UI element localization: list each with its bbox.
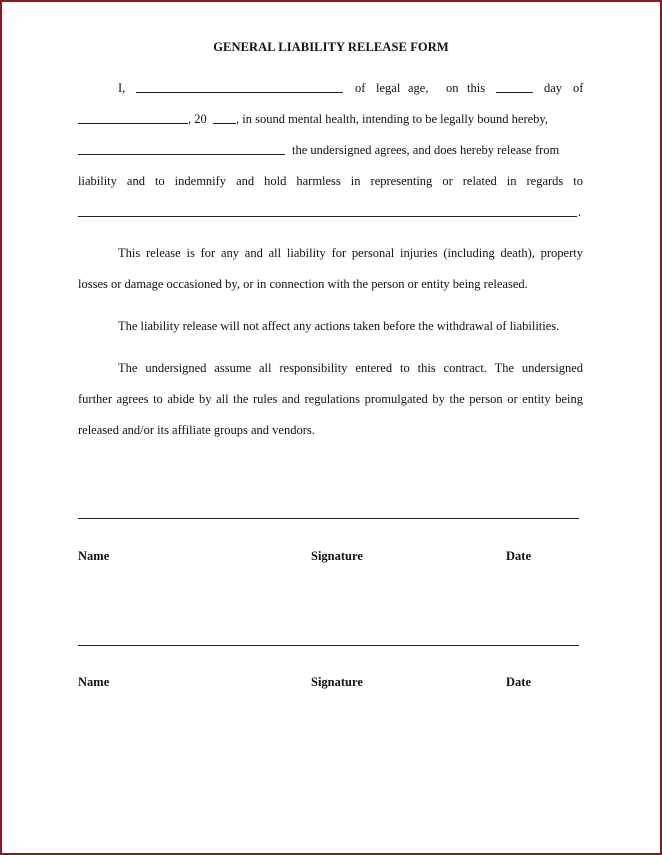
intro-on: on: [446, 81, 459, 95]
day-blank[interactable]: [496, 80, 533, 93]
signature-label-2: Signature: [311, 675, 363, 689]
intro-this: this: [467, 81, 486, 95]
intro-line-2-text: , in sound mental health, intending to be legally bound hereby,: [236, 112, 548, 126]
year-prefix: , 20: [188, 112, 207, 126]
signature-label-1: Signature: [311, 549, 363, 563]
releasee-blank[interactable]: [78, 142, 285, 155]
intro-line-4: liability and to indemnify and hold harmless in representing or related in regards to: [78, 174, 583, 188]
date-label-2: Date: [506, 675, 531, 689]
signature-line-1[interactable]: [78, 518, 579, 519]
name-label-2: Name: [78, 675, 110, 689]
intro-of: of: [355, 81, 366, 95]
month-blank[interactable]: [78, 111, 188, 124]
name-blank[interactable]: [136, 80, 343, 93]
assume-paragraph-line-1: The undersigned assume all responsibility entered to this contract. The undersigned: [118, 361, 583, 375]
name-label-1: Name: [78, 549, 110, 563]
intro-age: age,: [408, 81, 429, 95]
intro-line-3-text: the undersigned agrees, and does hereby release from: [292, 143, 560, 157]
intro-legal: legal: [376, 81, 401, 95]
intro-of-2: of: [573, 81, 584, 95]
intro-line-5-period: .: [578, 205, 582, 219]
release-paragraph-line-2: losses or damage occasioned by, or in connection with the person or entity being released.: [78, 277, 528, 291]
assume-paragraph-line-3: released and/or its affiliate groups and vendors.: [78, 423, 315, 437]
withdrawal-paragraph: The liability release will not affect any actions taken before the withdrawal of liabilities.: [118, 319, 560, 333]
assume-paragraph-line-2: further agrees to abide by all the rules and regulations promulgated by the person or entity being: [78, 392, 583, 406]
activity-blank[interactable]: [78, 204, 577, 217]
form-title: GENERAL LIABILITY RELEASE FORM: [213, 40, 449, 54]
intro-day: day: [544, 81, 563, 95]
release-paragraph-line-1: This release is for any and all liability for personal injuries (including death), property: [118, 246, 583, 260]
signature-line-2[interactable]: [78, 645, 579, 646]
date-label-1: Date: [506, 549, 531, 563]
intro-i: I,: [118, 81, 126, 95]
year-blank[interactable]: [213, 111, 236, 124]
